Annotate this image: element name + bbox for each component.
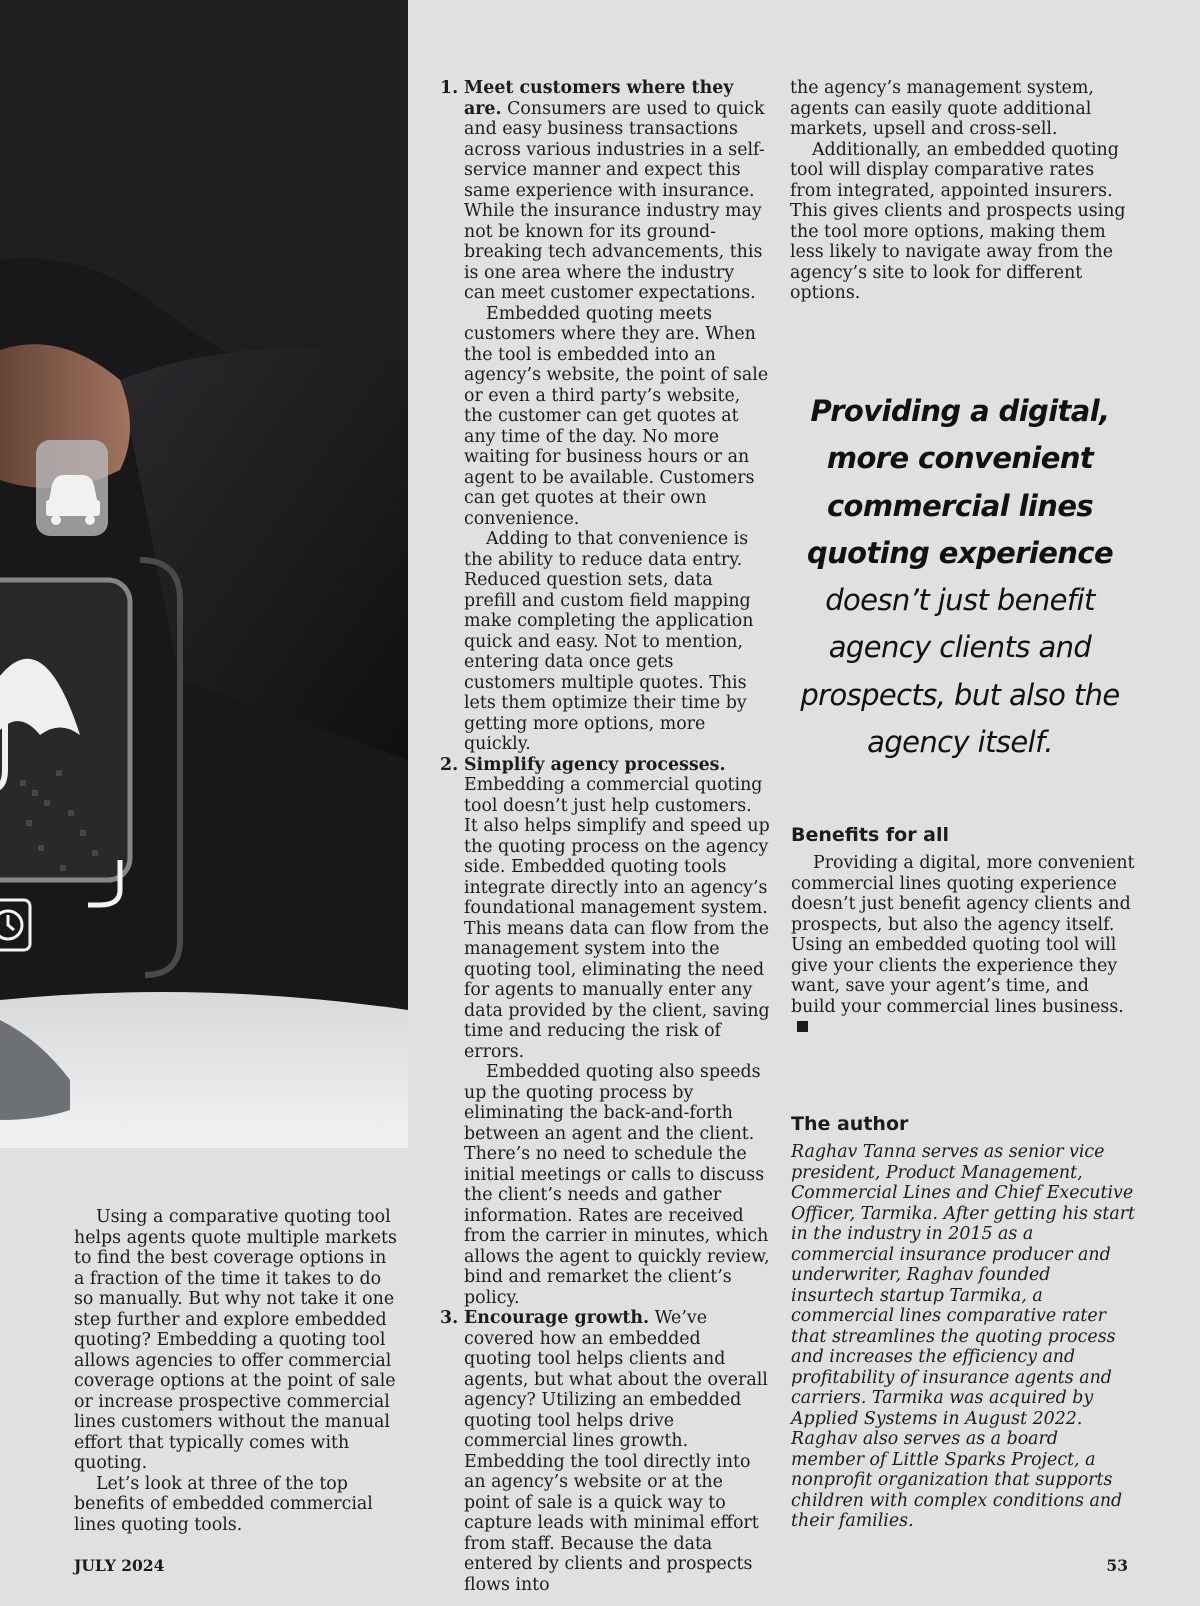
author-bio: Raghav Tanna serves as senior vice president, Product Management, Commercial Lines and Chief Executive Officer, Tarmika. After getting his start in the industry in 2015 as a commercial insurance producer and underwriter, Raghav founded insurtech startup Tarmika, a commercial lines comparative rater that streamlines the quoting process and increases the efficiency and profitability of insurance agents and carriers. Tarmika was acquired by Applied Systems in August 2022. Raghav also serves as a board member of Little Sparks Project, a nonprofit organization that supports children with complex conditions and their families. <box>791 1142 1136 1531</box>
end-mark-icon <box>797 1021 808 1032</box>
list-paragraph: Embedded quoting also speeds up the quoting process by eliminating the back-and-forth between an agent and the client. There’s no need to schedule the initial meetings or calls to discuss the client’s needs and gather information. Rates are received from the carrier in minutes, which allows the agent to quickly review, bind and remarket the client’s policy. <box>464 1062 770 1308</box>
benefits-paragraph <box>791 853 1136 1038</box>
list-item <box>440 1308 770 1595</box>
author-heading: The author <box>791 1113 909 1135</box>
list-text: Consumers are used to quick and easy business transactions across various industries in a self-service manner and expect this same experience with insurance. While the insurance industry may not be known for its ground-breaking tech advancements, this is one area where the industry can meet customer expectations. <box>464 98 765 303</box>
list-heading: Simplify agency processes. <box>464 754 726 775</box>
author-section <box>791 1112 1136 1532</box>
footer-date: JULY 2024 <box>74 1556 165 1575</box>
right-paragraph: Additionally, an embedded quoting tool will display comparative rates from integrated, appointed insurers. This gives clients and prospects using the tool more options, making them less likely to navigate away from the agency’s site to look for different options. <box>790 139 1126 303</box>
middle-column <box>440 78 770 1595</box>
page-number: 53 <box>1106 1556 1128 1575</box>
list-number: 1. <box>440 78 459 98</box>
hero-illustration <box>0 0 408 1148</box>
list-item <box>440 78 770 755</box>
benefits-section <box>791 823 1136 1038</box>
intro-paragraph: Using a comparative quoting tool helps agents quote multiple markets to find the best coverage options in a fraction of the time it takes to do so manually. But why not take it one step further and explore embedded quoting? Embedding a quoting tool allows agencies to offer commercial coverage options at the point of sale or increase prospective commercial lines customers without the manual effort that typically comes with quoting. <box>74 1207 397 1473</box>
hero-photo <box>0 0 408 1148</box>
list-text: We’ve covered how an embedded quoting tool helps clients and agents, but what about the overall agency? Utilizing an embedded quoting tool helps drive commercial lines growth. Embedding the tool directly into an agency’s website or at the point of sale is a quick way to capture leads with minimal effort from staff. Because the data entered by clients and prospects flows into <box>464 1308 768 1595</box>
list-item <box>440 755 770 1309</box>
list-number: 3. <box>440 1308 459 1328</box>
intro-paragraph-2: Let’s look at three of the top benefits of embedded commercial lines quoting tools. <box>74 1473 373 1535</box>
pull-quote <box>800 388 1120 766</box>
benefits-heading: Benefits for all <box>791 824 950 846</box>
list-paragraph: Adding to that convenience is the ability to reduce data entry. Reduced question sets, data prefill and custom field mapping make completing the application quick and easy. Not to mention, entering data once gets customers multiple quotes. This lets them optimize their time by getting more options, more quickly. <box>464 529 754 754</box>
continued-paragraph: the agency’s management system, agents can easily quote additional markets, upsell and cross-sell. <box>790 78 1094 139</box>
right-column <box>790 78 1130 304</box>
list-text: Embedding a commercial quoting tool doesn’t just help customers. It also helps simplify and speed up the quoting process on the agency side. Embedded quoting tools integrate directly into an agency’s foundational management system. This means data can flow from the management system into the quoting tool, eliminating the need for agents to manually enter any data provided by the client, saving time and reducing the risk of errors. <box>464 775 770 1062</box>
list-number: 2. <box>440 754 459 775</box>
list-paragraph: Embedded quoting meets customers where they are. When the tool is embedded into an agency’s website, the point of sale or even a third party’s website, the customer can get quotes at any time of the day. No more waiting for business hours or an agent to be available. Customers can get quotes at their own convenience. <box>464 303 769 529</box>
pull-quote-bold: Providing a digital, more convenient commercial lines quoting experience <box>806 394 1114 570</box>
left-column <box>74 1207 402 1535</box>
list-heading: Meet customers where they are. <box>464 78 734 119</box>
pull-quote-regular: doesn’t just benefit agency clients and prospects, but also the agency itself. <box>800 583 1120 760</box>
benefits-text: Providing a digital, more convenient commercial lines quoting experience doesn’t just benefit agency clients and prospects, but also the agency itself. Using an embedded quoting tool will give your clients the experience they want, save your agent’s time, and build your commercial lines business. <box>791 853 1135 1017</box>
list-heading: Encourage growth. <box>464 1308 650 1328</box>
